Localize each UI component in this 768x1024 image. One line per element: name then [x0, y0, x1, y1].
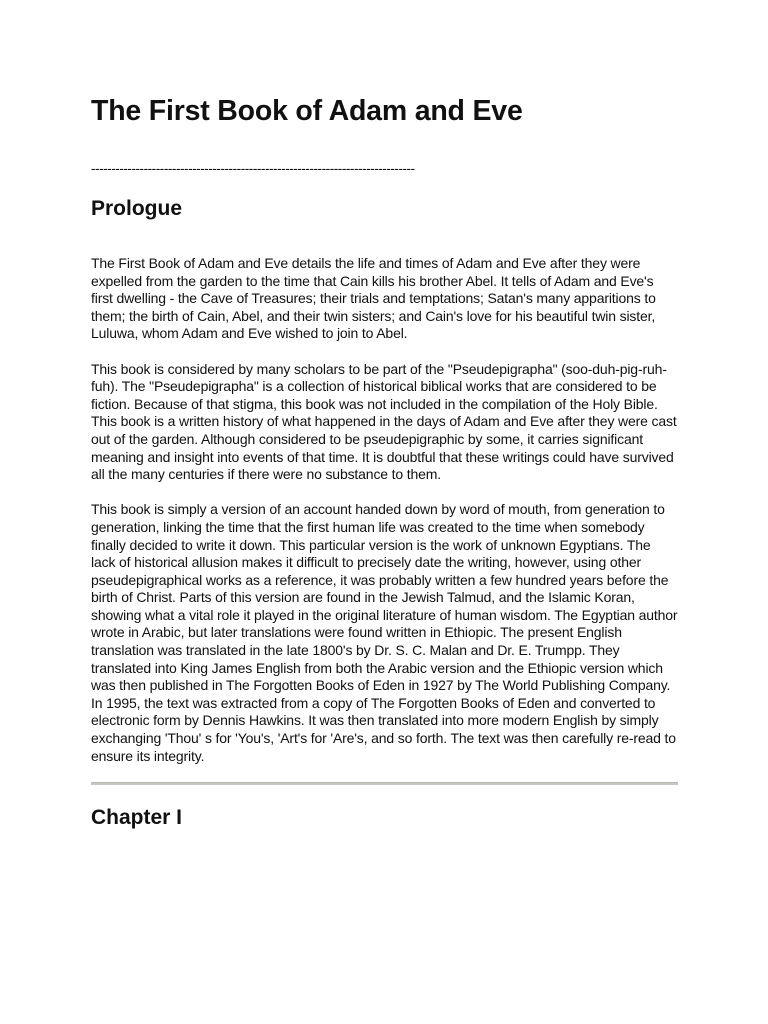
chapter-heading: Chapter I: [91, 806, 183, 830]
prologue-paragraph-1: The First Book of Adam and Eve details the life and times of Adam and Eve after they were expelled from the garden to the time that Cain kills his brother Abel. It tells of Adam and Eve's first dwelling - the Cave of Treasures; their trials and temptations; Satan's many apparitions to them; the birth of Cain, Abel, and their twin sisters; and Cain's love for his beautiful twin sister, Luluwa, whom Adam and Eve wished to join to Abel.: [91, 255, 656, 342]
horizontal-rule: [91, 782, 678, 785]
dashed-divider: --------------------------------------------------------------------------------: [91, 161, 415, 176]
document-title: The First Book of Adam and Eve: [91, 95, 523, 127]
prologue-paragraph-3: This book is simply a version of an account handed down by word of mouth, from generation to generation, linking the time that the first human life was created to the time when somebody finally decided to write it down. This particular version is the work of unknown Egyptians. The lack of historical allusion makes it difficult to precisely date the writing, however, using other pseudepigraphical works as a reference, it was probably written a few hundred years before the birth of Christ. Parts of this version are found in the Jewish Talmud, and the Islamic Koran, showing what a vital role it played in the original literature of human wisdom. The Egyptian author wrote in Arabic, but later translations were found written in Ethiopic. The present English translation was translated in the late 1800's by Dr. S. C. Malan and Dr. E. Trumpp. They translated into King James English from both the Arabic version and the Ethiopic version which was then published in The Forgotten Books of Eden in 1927 by The World Publishing Company. In 1995, the text was extracted from a copy of The Forgotten Books of Eden and converted to electronic form by Dennis Hawkins. It was then translated into more modern English by simply exchanging 'Thou' s for 'You's, 'Art's for 'Are's, and so forth. The text was then carefully re-read to ensure its integrity.: [91, 501, 678, 764]
prologue-heading: Prologue: [91, 197, 183, 220]
prologue-paragraph-2: This book is considered by many scholars to be part of the "Pseudepigrapha" (soo-duh-pig-ruh-fuh). The "Pseudepigrapha" is a collection of historical biblical works that are considered to be fiction. Because of that stigma, this book was not included in the compilation of the Holy Bible. This book is a written history of what happened in the days of Adam and Eve after they were cast out of the garden. Although considered to be pseudepigraphic by some, it carries significant meaning and insight into events of that time. It is doubtful that these writings could have survived all the many centuries if there were no substance to them.: [91, 360, 677, 483]
